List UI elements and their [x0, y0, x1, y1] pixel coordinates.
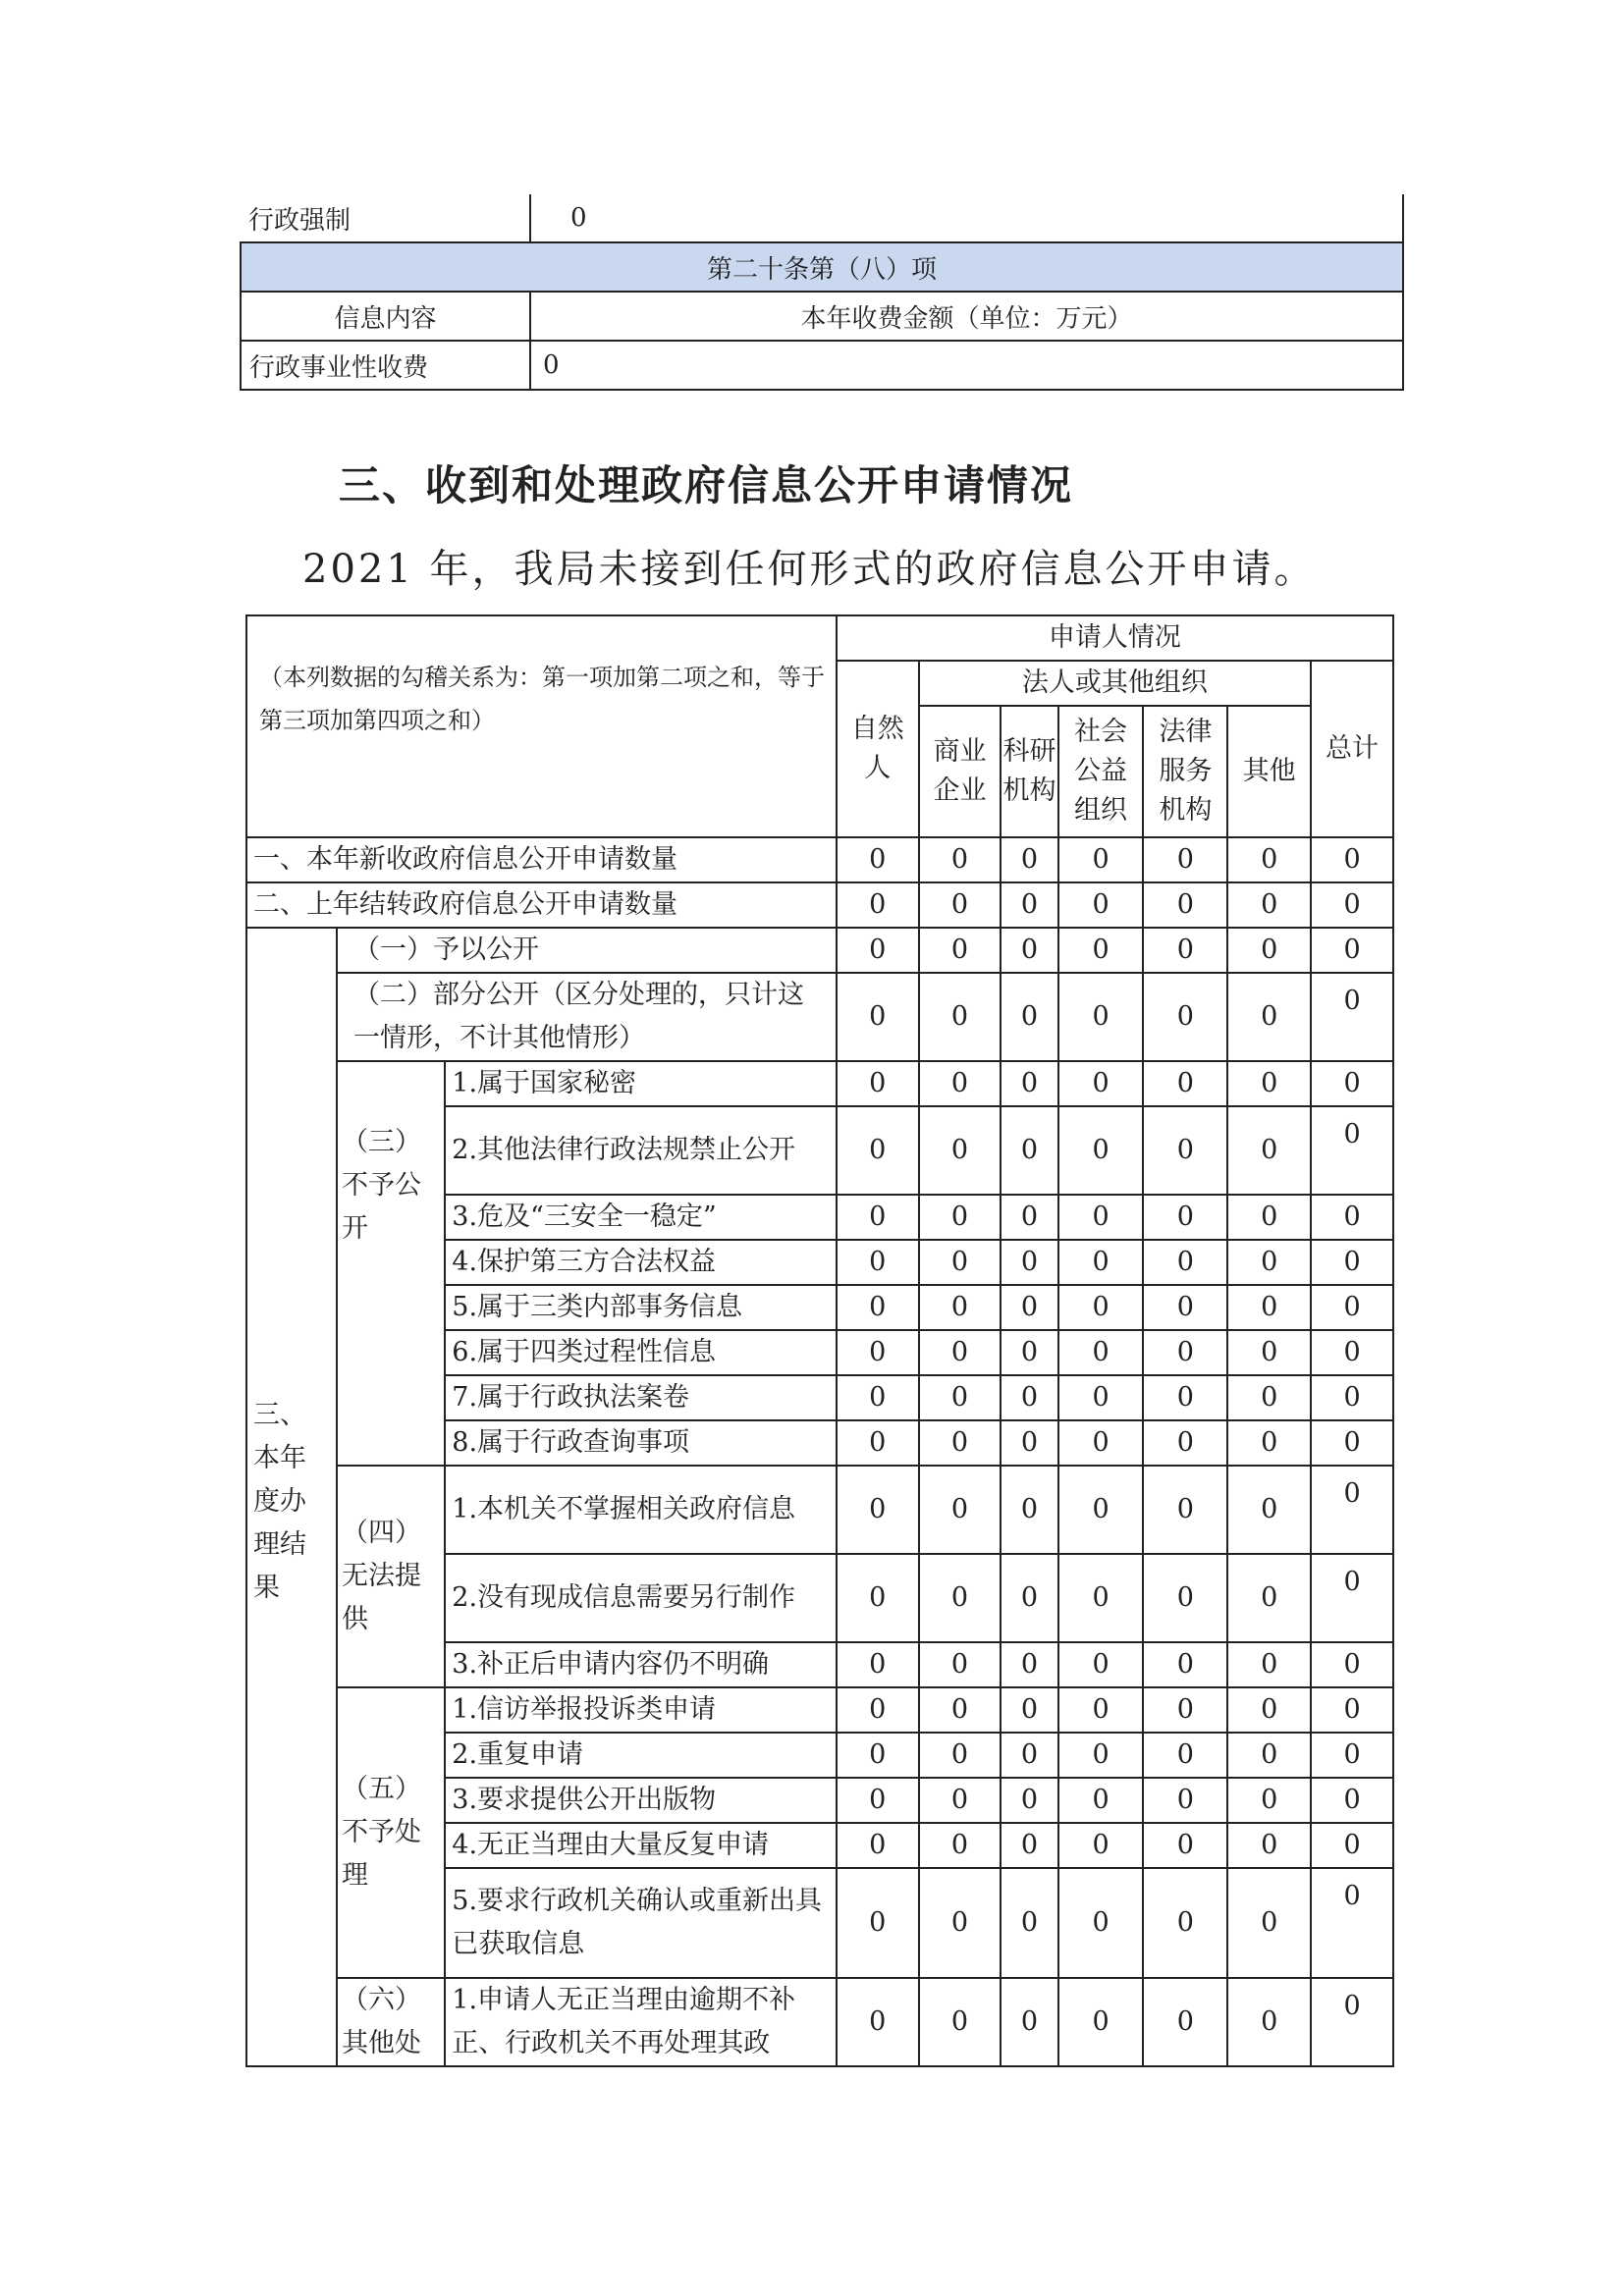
row-new-applications — [246, 837, 1393, 882]
intro-paragraph: 2021 年，我局未接到任何形式的政府信息公开申请。 — [302, 547, 1317, 592]
value-cell: 0 — [1001, 1420, 1057, 1466]
value-cell: 0 — [1143, 1687, 1227, 1733]
value-cell: 0 — [919, 1466, 1001, 1554]
value-cell: 0 — [837, 1285, 919, 1330]
value-cell: 0 — [1143, 1733, 1227, 1778]
row-disclosed — [246, 928, 1393, 973]
value-cell: 0 — [1143, 1240, 1227, 1285]
value-cell: 0 — [837, 973, 919, 1061]
row-administrative-fees — [241, 341, 1403, 390]
header-social-text: 社会公益组织 — [1074, 717, 1128, 826]
row-label: 5.要求行政机关确认或重新出具已获取信息 — [445, 1868, 837, 1978]
value-cell: 0 — [1227, 928, 1311, 973]
row-partially-disclosed — [246, 973, 1393, 1061]
row-label: 1.申请人无正当理由逾期不补正、行政机关不再处理其政 — [445, 1978, 837, 2066]
value-cell: 0 — [1143, 973, 1227, 1061]
value-cell: 0 — [837, 1778, 919, 1823]
value-cell: 0 — [837, 1375, 919, 1420]
result-label — [246, 928, 337, 2066]
value-cell: 0 — [1311, 837, 1393, 882]
value-cell: 0 — [1001, 1106, 1057, 1195]
row-label: 4.无正当理由大量反复申请 — [445, 1823, 837, 1868]
value-cell: 0 — [1058, 1330, 1144, 1375]
value-cell: 0 — [1001, 1240, 1057, 1285]
value-cell: 0 — [1227, 1642, 1311, 1687]
row-label: 1.属于国家秘密 — [445, 1061, 837, 1106]
row-other-1 — [246, 1978, 1393, 2066]
value-cell: 0 — [919, 837, 1001, 882]
value-cell: 0 — [1058, 1420, 1144, 1466]
value-cell: 0 — [1058, 1733, 1144, 1778]
header-natural-person — [837, 661, 919, 837]
section-heading: 三、收到和处理政府信息公开申请情况 — [339, 461, 1074, 509]
reconciliation-note: （本列数据的勾稽关系为：第一项加第二项之和，等于第三项加第四项之和） — [246, 615, 837, 837]
value-cell: 0 — [837, 1733, 919, 1778]
value-cell: 0 — [1143, 1642, 1227, 1687]
value-cell: 0 — [837, 1642, 919, 1687]
value-cell: 0 — [1227, 1375, 1311, 1420]
value-cell: 0 — [1227, 882, 1311, 928]
row-label: 1.信访举报投诉类申请 — [445, 1687, 837, 1733]
value-cell: 0 — [1143, 1375, 1227, 1420]
value-cell: 0 — [1058, 973, 1144, 1061]
header-commercial-text: 商业企业 — [933, 736, 987, 806]
value-cell: 0 — [1058, 882, 1144, 928]
cell-label: 行政事业性收费 — [241, 341, 530, 390]
value-cell: 0 — [1058, 1466, 1144, 1554]
row-label: 一、本年新收政府信息公开申请数量 — [246, 837, 837, 882]
header-info-content: 信息内容 — [241, 292, 530, 341]
value-cell: 0 — [1311, 973, 1393, 1061]
value-cell: 0 — [1001, 1687, 1057, 1733]
value-cell: 0 — [1143, 882, 1227, 928]
value-cell: 0 — [1058, 1823, 1144, 1868]
value-cell: 0 — [919, 1868, 1001, 1978]
value-cell: 0 — [919, 1823, 1001, 1868]
value-cell: 0 — [1311, 1466, 1393, 1554]
value-cell: 0 — [919, 928, 1001, 973]
value-cell: 0 — [837, 882, 919, 928]
value-cell: 0 — [1001, 1285, 1057, 1330]
group-label-other — [337, 1978, 445, 2066]
value-cell: 0 — [1001, 1061, 1057, 1106]
row-label: 3.危及“三安全一稳定” — [445, 1195, 837, 1240]
row-label: 2.重复申请 — [445, 1733, 837, 1778]
group-label-other-text: （六）其他处 — [341, 1985, 421, 2058]
value-cell: 0 — [919, 1978, 1001, 2066]
value-cell: 0 — [919, 1106, 1001, 1195]
value-cell: 0 — [1001, 1642, 1057, 1687]
result-label-text: 三、本年度办理结果 — [253, 1400, 306, 1603]
value-cell: 0 — [1001, 1978, 1057, 2066]
header-row-1 — [246, 615, 1393, 661]
header-total: 总计 — [1311, 661, 1393, 837]
value-cell: 0 — [837, 1687, 919, 1733]
row-label: （一）予以公开 — [337, 928, 837, 973]
value-cell: 0 — [1143, 1868, 1227, 1978]
group-label-not-processed — [337, 1687, 445, 1978]
value-cell: 0 — [1058, 928, 1144, 973]
value-cell: 0 — [1227, 973, 1311, 1061]
value-cell: 0 — [1058, 1642, 1144, 1687]
header-fee-amount: 本年收费金额（单位：万元） — [530, 292, 1403, 341]
value-cell: 0 — [1311, 1733, 1393, 1778]
value-cell: 0 — [1001, 1554, 1057, 1642]
row-label: 2.没有现成信息需要另行制作 — [445, 1554, 837, 1642]
value-cell: 0 — [919, 1687, 1001, 1733]
cell-value: 0 — [530, 194, 1403, 242]
article-band: 第二十条第（八）项 — [241, 242, 1403, 292]
value-cell: 0 — [1143, 1554, 1227, 1642]
value-cell: 0 — [1227, 1554, 1311, 1642]
value-cell: 0 — [1311, 1868, 1393, 1978]
value-cell: 0 — [919, 1061, 1001, 1106]
value-cell: 0 — [1227, 1285, 1311, 1330]
header-research — [1001, 706, 1057, 837]
value-cell: 0 — [1143, 1466, 1227, 1554]
value-cell: 0 — [919, 1642, 1001, 1687]
value-cell: 0 — [1143, 1106, 1227, 1195]
value-cell: 0 — [837, 1106, 919, 1195]
value-cell: 0 — [1143, 1195, 1227, 1240]
value-cell: 0 — [837, 1195, 919, 1240]
value-cell: 0 — [1058, 1240, 1144, 1285]
cell-label: 行政强制 — [241, 194, 530, 242]
value-cell: 0 — [1001, 928, 1057, 973]
value-cell: 0 — [1001, 1375, 1057, 1420]
value-cell: 0 — [919, 1285, 1001, 1330]
header-other: 其他 — [1227, 706, 1311, 837]
row-carried-over — [246, 882, 1393, 928]
value-cell: 0 — [1058, 1554, 1144, 1642]
value-cell: 0 — [919, 1195, 1001, 1240]
value-cell: 0 — [1001, 1733, 1057, 1778]
value-cell: 0 — [837, 928, 919, 973]
row-refuse-1 — [246, 1061, 1393, 1106]
value-cell: 0 — [837, 1240, 919, 1285]
group-label-refuse-text: （三）不予公开 — [341, 1127, 421, 1244]
value-cell: 0 — [1058, 1061, 1144, 1106]
value-cell: 0 — [919, 1420, 1001, 1466]
value-cell: 0 — [1058, 1978, 1144, 2066]
value-cell: 0 — [1143, 1778, 1227, 1823]
value-cell: 0 — [1311, 1285, 1393, 1330]
row-label: 7.属于行政执法案卷 — [445, 1375, 837, 1420]
header-commercial — [919, 706, 1001, 837]
value-cell: 0 — [837, 1868, 919, 1978]
group-label-not-processed-text: （五）不予处理 — [341, 1774, 421, 1891]
row-label: 1.本机关不掌握相关政府信息 — [445, 1466, 837, 1554]
row-label: （二）部分公开（区分处理的，只计这一情形，不计其他情形） — [337, 973, 837, 1061]
value-cell: 0 — [837, 1061, 919, 1106]
row-label: 二、上年结转政府信息公开申请数量 — [246, 882, 837, 928]
value-cell: 0 — [1001, 882, 1057, 928]
value-cell: 0 — [837, 1420, 919, 1466]
value-cell: 0 — [1001, 1195, 1057, 1240]
row-fee-header — [241, 292, 1403, 341]
value-cell: 0 — [919, 1554, 1001, 1642]
value-cell: 0 — [1311, 1978, 1393, 2066]
value-cell: 0 — [1311, 882, 1393, 928]
value-cell: 0 — [1058, 1375, 1144, 1420]
application-table — [245, 614, 1394, 2067]
value-cell: 0 — [1311, 1642, 1393, 1687]
value-cell: 0 — [837, 837, 919, 882]
group-label-unable — [337, 1466, 445, 1687]
value-cell: 0 — [919, 1375, 1001, 1420]
header-natural-person-text: 自然人 — [850, 714, 904, 783]
value-cell: 0 — [919, 1778, 1001, 1823]
value-cell: 0 — [1001, 1823, 1057, 1868]
value-cell: 0 — [1227, 1687, 1311, 1733]
row-label: 4.保护第三方合法权益 — [445, 1240, 837, 1285]
row-label: 3.补正后申请内容仍不明确 — [445, 1642, 837, 1687]
value-cell: 0 — [1227, 1466, 1311, 1554]
value-cell: 0 — [1143, 837, 1227, 882]
value-cell: 0 — [1227, 1106, 1311, 1195]
fee-table — [240, 194, 1404, 391]
value-cell: 0 — [1311, 1240, 1393, 1285]
value-cell: 0 — [1058, 1106, 1144, 1195]
value-cell: 0 — [1311, 1554, 1393, 1642]
value-cell: 0 — [1227, 837, 1311, 882]
value-cell: 0 — [1227, 1420, 1311, 1466]
value-cell: 0 — [1227, 1061, 1311, 1106]
value-cell: 0 — [1143, 1330, 1227, 1375]
row-label: 8.属于行政查询事项 — [445, 1420, 837, 1466]
row-not-processed-1 — [246, 1687, 1393, 1733]
value-cell: 0 — [919, 1733, 1001, 1778]
value-cell: 0 — [1227, 1240, 1311, 1285]
value-cell: 0 — [1058, 1195, 1144, 1240]
group-label-unable-text: （四）无法提供 — [341, 1518, 421, 1634]
value-cell: 0 — [1001, 1466, 1057, 1554]
group-label-refuse — [337, 1061, 445, 1466]
value-cell: 0 — [1001, 1868, 1057, 1978]
value-cell: 0 — [1227, 1868, 1311, 1978]
value-cell: 0 — [1001, 973, 1057, 1061]
value-cell: 0 — [837, 1978, 919, 2066]
header-legal-group: 法人或其他组织 — [919, 661, 1311, 706]
value-cell: 0 — [1001, 1778, 1057, 1823]
row-label: 3.要求提供公开出版物 — [445, 1778, 837, 1823]
header-legal-service — [1143, 706, 1227, 837]
value-cell: 0 — [919, 1240, 1001, 1285]
value-cell: 0 — [919, 1330, 1001, 1375]
value-cell: 0 — [837, 1823, 919, 1868]
value-cell: 0 — [1227, 1778, 1311, 1823]
value-cell: 0 — [1311, 1106, 1393, 1195]
row-label: 5.属于三类内部事务信息 — [445, 1285, 837, 1330]
value-cell: 0 — [1311, 1330, 1393, 1375]
value-cell: 0 — [1227, 1330, 1311, 1375]
value-cell: 0 — [837, 1330, 919, 1375]
row-label: 2.其他法律行政法规禁止公开 — [445, 1106, 837, 1195]
value-cell: 0 — [837, 1554, 919, 1642]
value-cell: 0 — [837, 1466, 919, 1554]
value-cell: 0 — [1143, 928, 1227, 973]
value-cell: 0 — [1311, 1061, 1393, 1106]
row-unable-1 — [246, 1466, 1393, 1554]
value-cell: 0 — [1227, 1733, 1311, 1778]
value-cell: 0 — [1311, 1375, 1393, 1420]
value-cell: 0 — [1058, 1285, 1144, 1330]
value-cell: 0 — [1311, 1823, 1393, 1868]
row-article-band — [241, 242, 1403, 292]
value-cell: 0 — [1001, 837, 1057, 882]
value-cell: 0 — [1143, 1823, 1227, 1868]
value-cell: 0 — [1311, 1687, 1393, 1733]
value-cell: 0 — [1058, 1687, 1144, 1733]
value-cell: 0 — [1143, 1061, 1227, 1106]
value-cell: 0 — [1311, 928, 1393, 973]
value-cell: 0 — [1311, 1778, 1393, 1823]
header-research-text: 科研机构 — [1002, 736, 1056, 806]
value-cell: 0 — [1143, 1420, 1227, 1466]
value-cell: 0 — [919, 882, 1001, 928]
header-social — [1058, 706, 1144, 837]
value-cell: 0 — [1311, 1195, 1393, 1240]
value-cell: 0 — [1143, 1978, 1227, 2066]
value-cell: 0 — [1143, 1285, 1227, 1330]
row-administrative-enforcement — [241, 194, 1403, 242]
value-cell: 0 — [1311, 1420, 1393, 1466]
value-cell: 0 — [1058, 1778, 1144, 1823]
row-label: 6.属于四类过程性信息 — [445, 1330, 837, 1375]
value-cell: 0 — [1227, 1823, 1311, 1868]
value-cell: 0 — [1058, 1868, 1144, 1978]
header-legal-service-text: 法律服务机构 — [1159, 717, 1213, 826]
value-cell: 0 — [1227, 1195, 1311, 1240]
value-cell: 0 — [919, 973, 1001, 1061]
cell-value: 0 — [530, 341, 1403, 390]
header-applicant: 申请人情况 — [837, 615, 1393, 661]
value-cell: 0 — [1227, 1978, 1311, 2066]
value-cell: 0 — [1001, 1330, 1057, 1375]
value-cell: 0 — [1058, 837, 1144, 882]
